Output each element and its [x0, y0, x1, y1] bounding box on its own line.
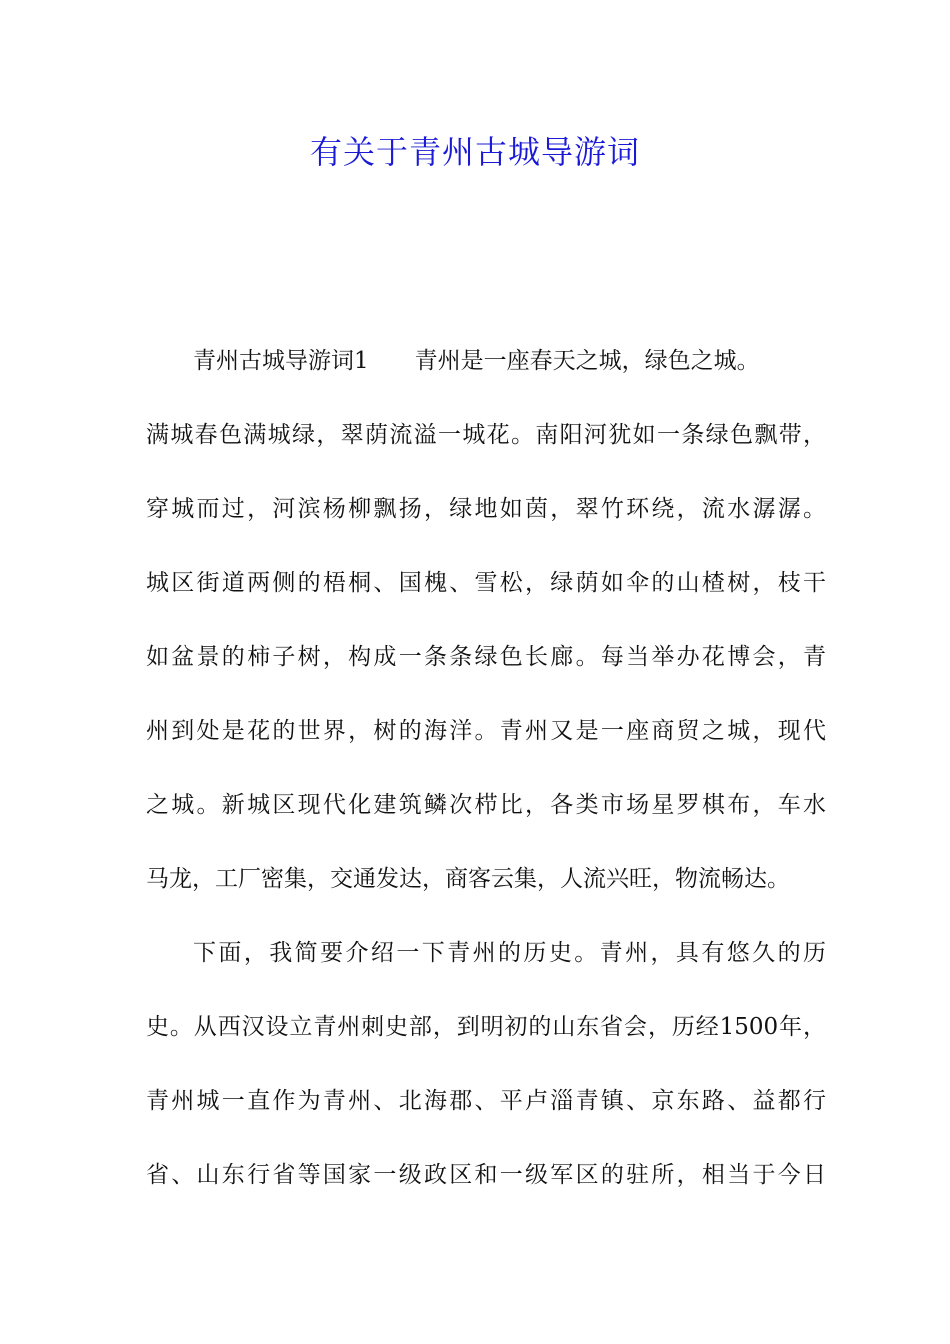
document-body — [146, 342, 826, 1230]
paragraph-line-7: 之城。新城区现代化建筑鳞次栉比，各类市场星罗棋布，车水 — [146, 792, 826, 818]
paragraph-line-1: 青州古城导游词1 青州是一座春天之城，绿色之城。 — [193, 348, 760, 374]
paragraph-line-10: 史。从西汉设立青州刺史部，到明初的山东省会，历经1500年， — [146, 1014, 826, 1040]
paragraph-line-11: 青州城一直作为青州、北海郡、平卢淄青镇、京东路、益都行 — [146, 1088, 826, 1114]
paragraph-line-6: 州到处是花的世界，树的海洋。青州又是一座商贸之城，现代 — [146, 718, 826, 744]
document-title: 有关于青州古城导游词 — [309, 133, 640, 171]
paragraph-line-3: 穿城而过，河滨杨柳飘扬，绿地如茵，翠竹环绕，流水潺潺。 — [146, 496, 826, 522]
paragraph-line-8: 马龙，工厂密集，交通发达，商客云集，人流兴旺，物流畅达。 — [146, 866, 790, 892]
paragraph-line-4: 城区街道两侧的梧桐、国槐、雪松，绿荫如伞的山楂树，枝干 — [146, 570, 826, 596]
paragraph-line-9: 下面，我简要介绍一下青州的历史。青州，具有悠久的历 — [193, 940, 826, 966]
paragraph-line-5: 如盆景的柿子树，构成一条条绿色长廊。每当举办花博会，青 — [146, 644, 826, 670]
paragraph-line-2: 满城春色满城绿，翠荫流溢一城花。南阳河犹如一条绿色飘带， — [146, 422, 826, 448]
paragraph-line-12: 省、山东行省等国家一级政区和一级军区的驻所，相当于今日 — [146, 1162, 826, 1188]
